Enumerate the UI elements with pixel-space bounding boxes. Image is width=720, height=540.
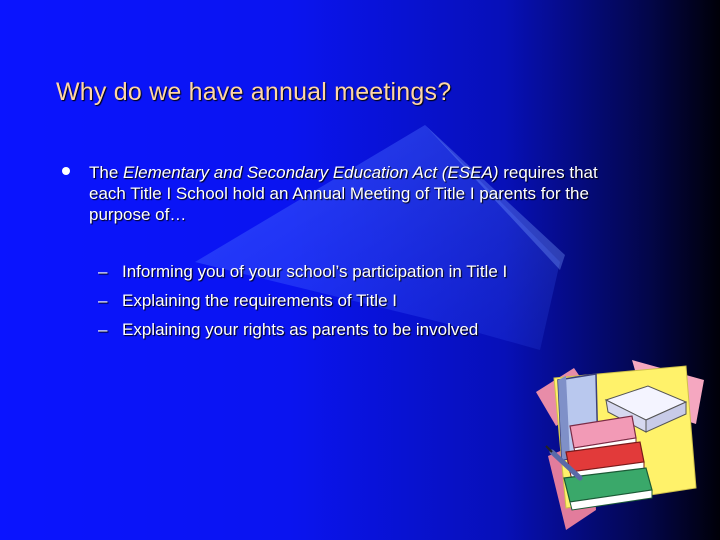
bullet-text	[89, 162, 609, 225]
sub-bullet-item	[98, 320, 507, 349]
books-clipart-icon	[536, 360, 704, 536]
bullet-text-part1: The	[89, 163, 124, 182]
bullet-dot	[62, 167, 70, 175]
sub-bullet-item	[98, 291, 507, 320]
sub-bullet-text: Explaining the requirements of Title I	[122, 291, 397, 310]
sub-bullet-item	[98, 262, 507, 291]
dash-marker: –	[98, 262, 108, 281]
bullet-text-part2: requires that each Title I School hold an Annual Meeting of Title I parents for the purpose of…	[89, 163, 598, 224]
sub-bullet-list	[98, 262, 507, 349]
sub-bullet-text: Explaining your rights as parents to be involved	[122, 320, 479, 339]
bullet-text-italic: Elementary and Secondary Education Act (ESEA)	[123, 163, 499, 182]
dash-marker: –	[98, 320, 108, 339]
dash-marker: –	[98, 291, 108, 310]
slide-title: Why do we have annual meetings?	[56, 78, 452, 106]
sub-bullet-text: Informing you of your school’s participation in Title I	[122, 262, 508, 281]
